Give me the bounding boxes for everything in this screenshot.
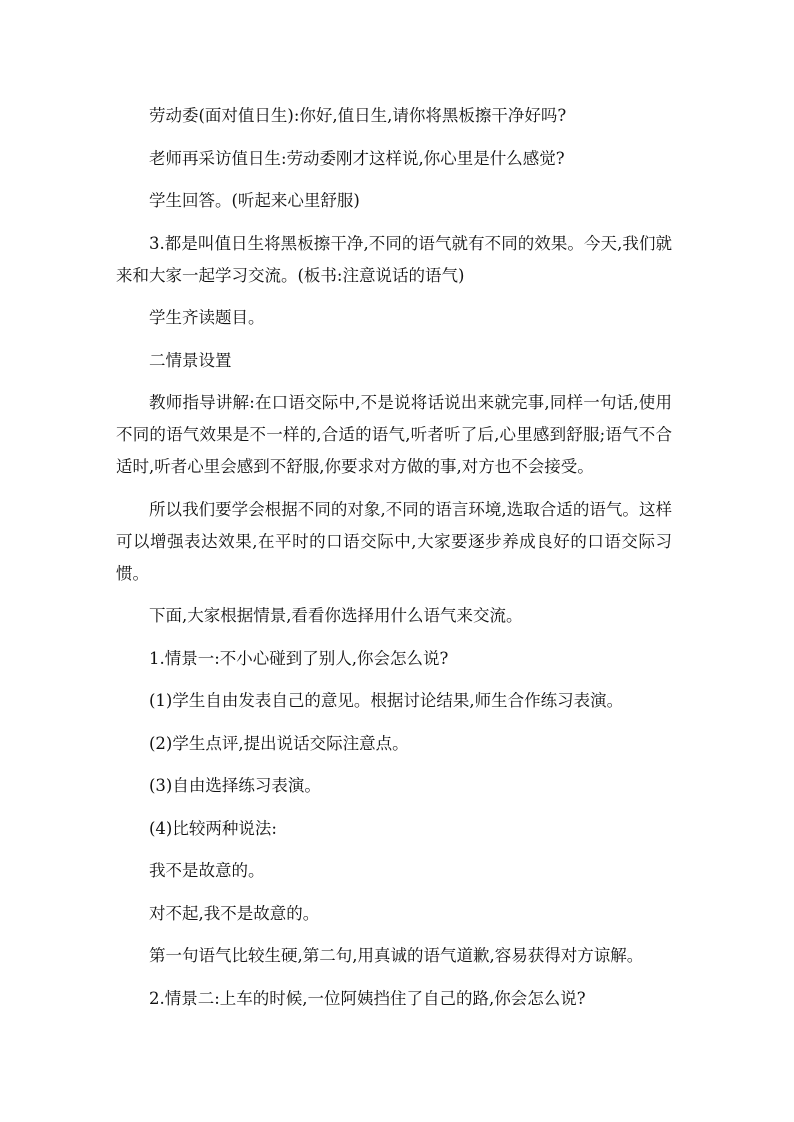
paragraph: 对不起,我不是故意的。 bbox=[149, 903, 320, 923]
paragraph: 第一句语气比较生硬,第二句,用真诚的语气道歉,容易获得对方谅解。 bbox=[149, 946, 644, 965]
paragraph: 所以我们要学会根据不同的对象,不同的语言环境,选取合适的语气。这样可以增强表达效果,在平时的口语交际中,大家要逐步养成良好的口语交际习惯。 bbox=[116, 499, 672, 583]
paragraph: (2)学生点评,提出说话交际注意点。 bbox=[149, 733, 409, 753]
paragraph: 学生回答。(听起来心里舒服) bbox=[149, 191, 360, 210]
paragraph: (3)自由选择练习表演。 bbox=[149, 776, 321, 795]
paragraph: 老师再采访值日生:劳动委刚才这样说,你心里是什么感觉? bbox=[149, 148, 565, 168]
paragraph: 劳动委(面对值日生):你好,值日生,请你将黑板擦干净好吗? bbox=[149, 106, 567, 125]
paragraph: 教师指导讲解:在口语交际中,不是说将话说出来就完事,同样一句话,使用不同的语气效果是不一样的,合适的语气,听者听了后,心里感到舒服;语气不合适时,听者心里会感到不舒服,你要求对方做的事,对方也不会接受。 bbox=[116, 393, 672, 476]
paragraph: 2.情景二:上车的时候,一位阿姨挡住了自己的路,你会怎么说? bbox=[149, 988, 586, 1008]
section-heading: 二情景设置 bbox=[149, 350, 232, 370]
paragraph: 3.都是叫值日生将黑板擦干净,不同的语气就有不同的效果。今天,我们就来和大家一起学习交流。(板书:注意说话的语气) bbox=[116, 233, 672, 285]
paragraph: (1)学生自由发表自己的意见。根据讨论结果,师生合作练习表演。 bbox=[149, 691, 624, 710]
paragraph: 下面,大家根据情景,看看你选择用什么语气来交流。 bbox=[149, 606, 523, 625]
paragraph: 学生齐读题目。 bbox=[149, 308, 265, 327]
paragraph: 1.情景一:不小心碰到了别人,你会怎么说? bbox=[149, 648, 449, 668]
paragraph: 我不是故意的。 bbox=[149, 861, 265, 880]
paragraph: (4)比较两种说法: bbox=[149, 818, 277, 838]
document-body bbox=[116, 100, 672, 1025]
